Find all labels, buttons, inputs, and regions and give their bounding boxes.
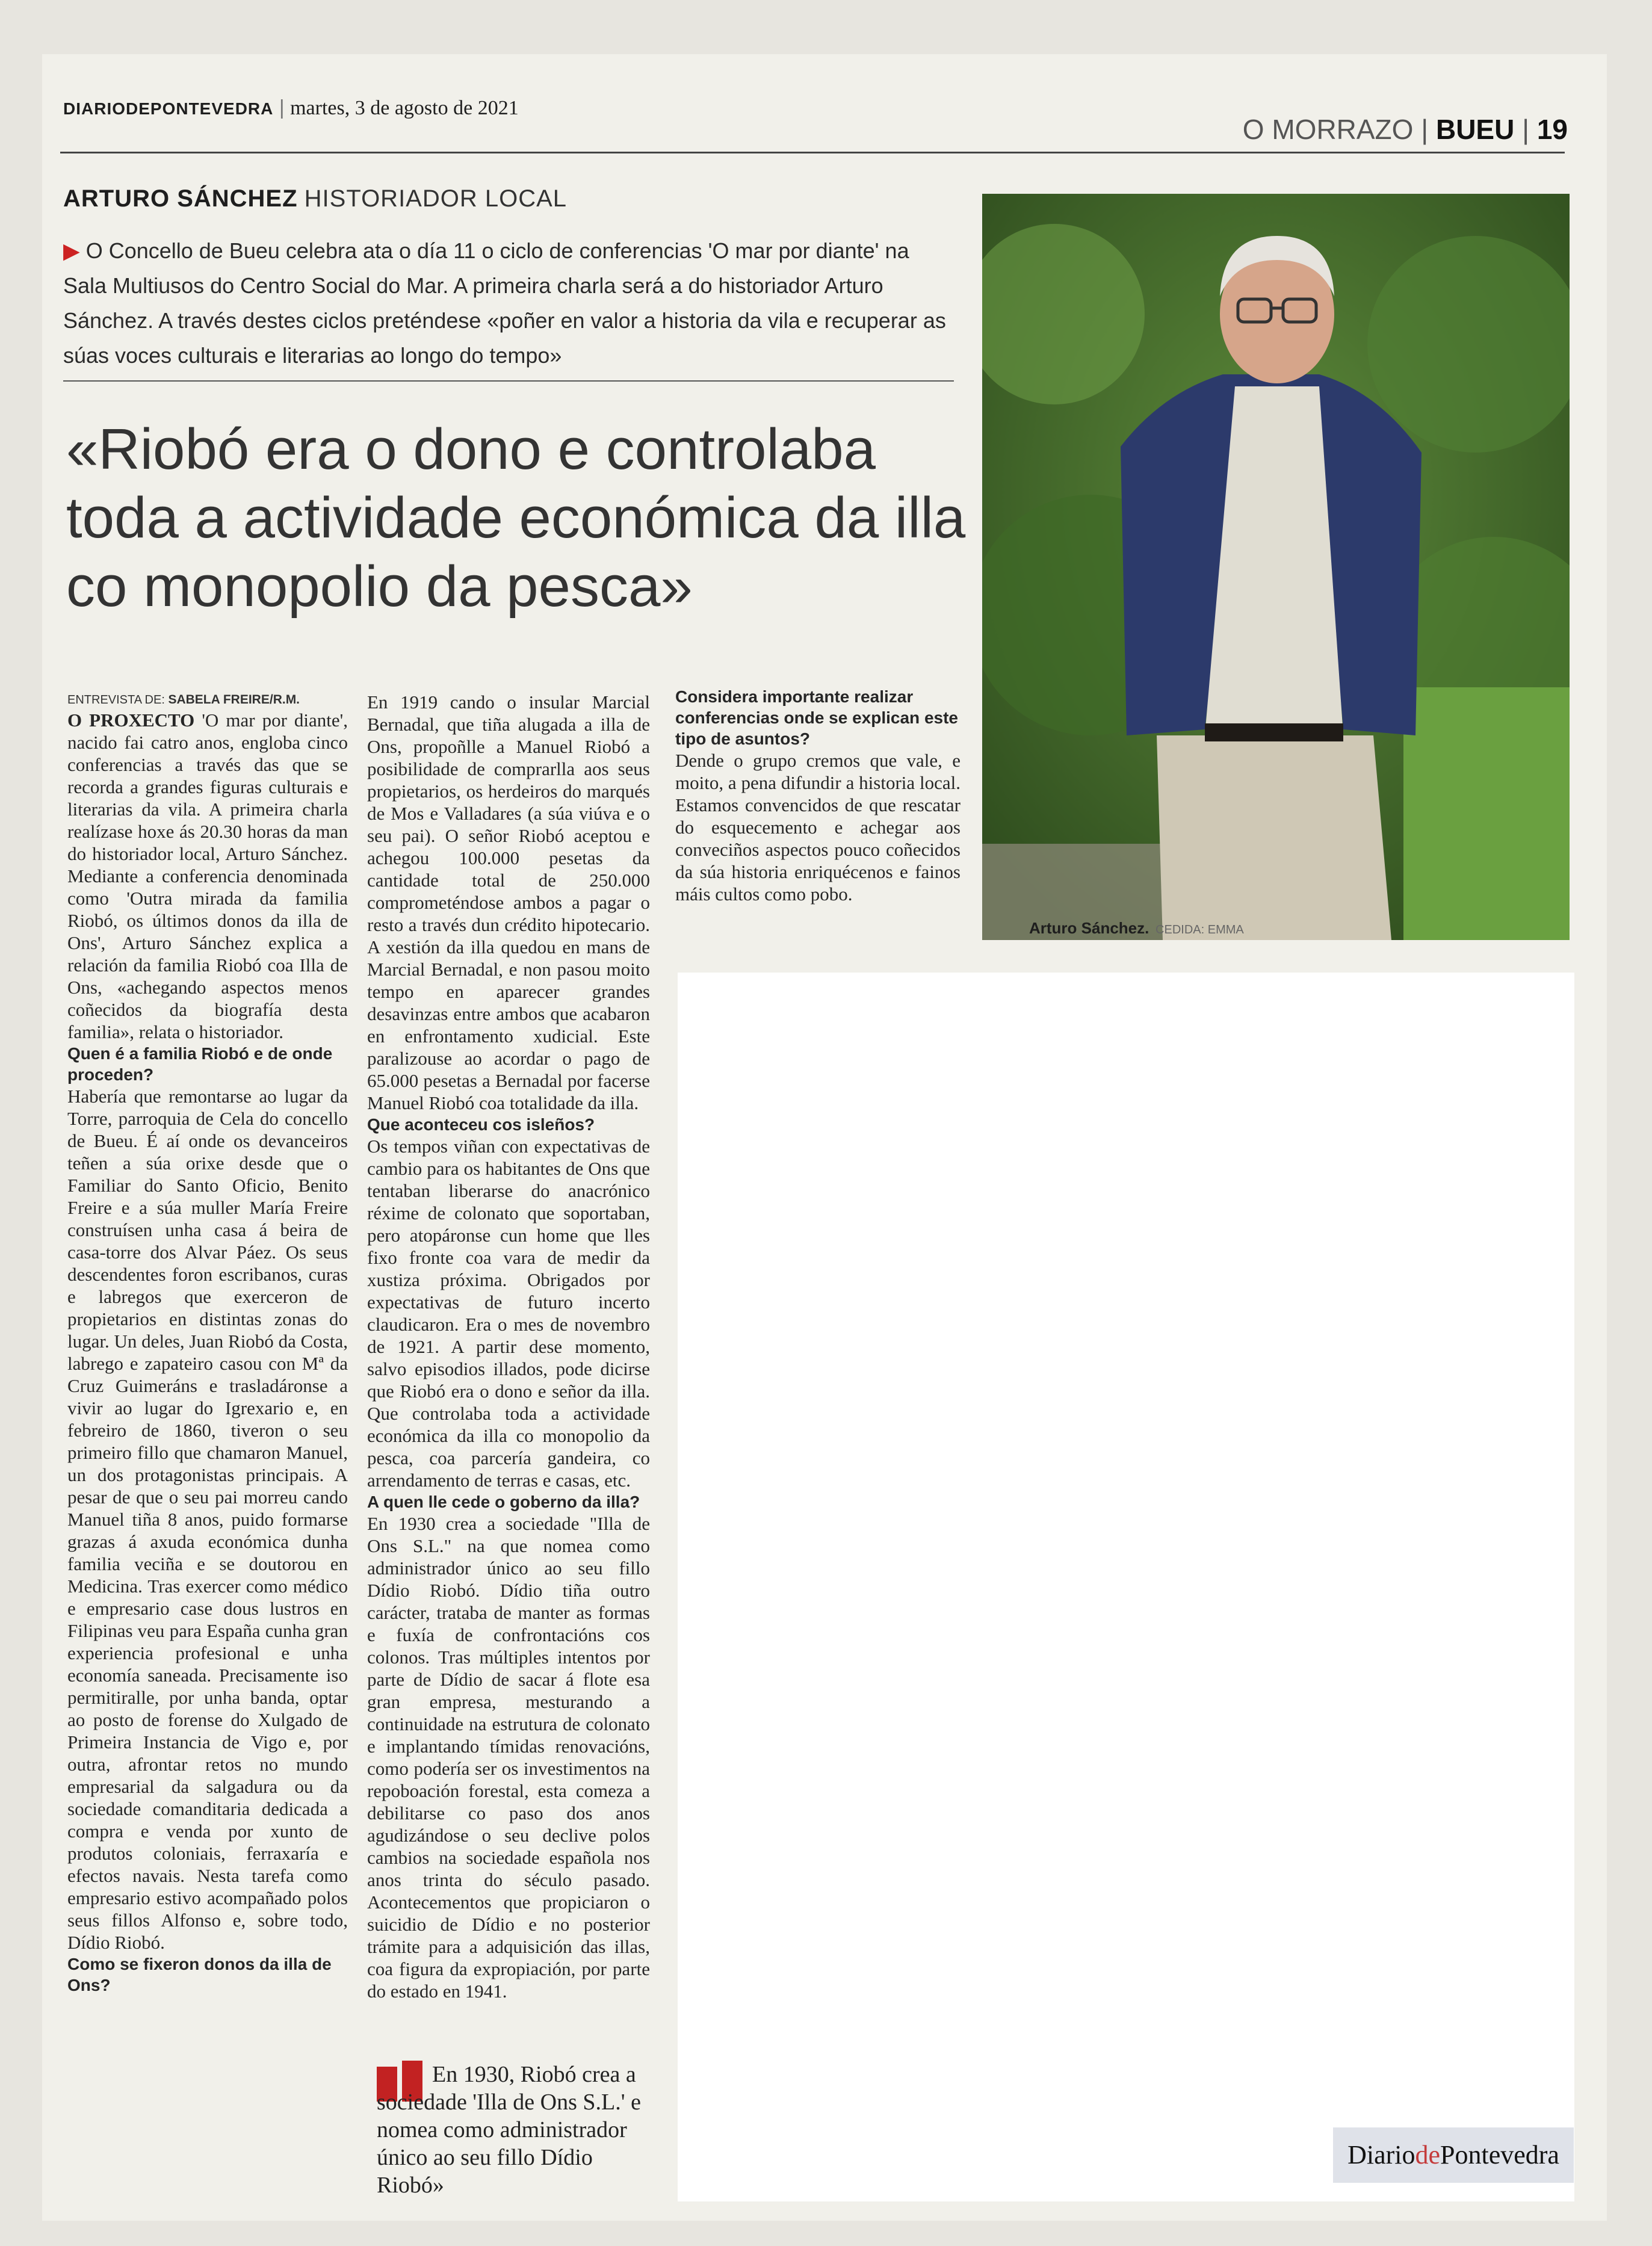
byline <box>67 691 348 709</box>
article-column-1 <box>67 691 348 1996</box>
page-number: 19 <box>1536 114 1568 145</box>
question-5: Considera importante realizar conferencias onde se explican este tipo de asuntos? <box>675 687 958 748</box>
footer-logo-diario: Diario <box>1347 2140 1415 2170</box>
caption-name: Arturo Sánchez. <box>1029 919 1149 937</box>
answer-1: Habería que remontarse ao lugar da Torre, parroquia de Cela do concello de Bueu. É aí onde os devanceiros teñen a súa orixe desde que o Familiar do Santo Oficio, Benito Freire e a súa muller María Freire construísen unha casa á beira de casa-torre dos Alvar Páez. Os seus descendentes foron escribanos, curas e labregos que exerceron de propietarios en distintas zonas do lugar. Un deles, Juan Riobó da Costa, labrego e zapateiro casou con Mª da Cruz Guimeráns e trasladáronse a vivir ao lugar do Igrexario e, en febreiro de 1860, tiveron o seu primeiro fillo que chamaron Manuel, un dos protagonistas principais. A pesar de que o seu pai morreu cando Manuel tiña 8 anos, puido formarse grazas á axuda económica dunha familia veciña e se doutorou en Medicina. Tras exercer como médico e empresario case dous lustros en Filipinas veu para España cunha gran experiencia profesional e unha economía saneada. Precisamente iso permitiralle, por unha banda, optar ao posto de forense do Xulgado de Primeira Instancia de Vigo e, por outra, afrontar retos no mundo empresarial da salgadura ou da sociedade comanditaria dedicada a compra e venda por xunto de produtos coloniais, ferraxaría e efectos navais. Nesta tarefa como empresario estivo acompañado polos seus fillos Alfonso e, sobre todo, Dídio Riobó. <box>67 1086 348 1953</box>
byline-label: ENTREVISTA DE: <box>67 693 165 707</box>
question-3: Que aconteceu cos isleños? <box>367 1115 595 1134</box>
section-name: O MORRAZO <box>1242 114 1414 145</box>
arrow-icon: ▶ <box>63 238 80 263</box>
portrait-photo <box>982 194 1570 940</box>
footer-logo <box>1333 2127 1574 2183</box>
answer-5: Dende o grupo cremos que vale, e moito, a pena difundir a historia local. Estamos convencidos de que rescatar do esquecemento e achegar aos conveciños aspectos pouco coñecidos da súa historia enriquécenos e fainos máis cultos como pobo. <box>675 750 961 905</box>
article-column-2 <box>367 691 650 2002</box>
pull-quote: En 1930, Riobó crea a sociedade 'Illa de Ons S.L.' e nomea como administrador único ao seu fillo Dídio Riobó» <box>377 2062 641 2198</box>
article-column-3 <box>675 686 961 905</box>
intro-text: 'O mar por diante', nacido fai catro anos, engloba cinco conferencias a través das que se recorda a grandes figuras culturais e literarias da vila. A primeira charla realízase hoxe ás 20.30 horas da man do historiador local, Arturo Sánchez. Mediante a conferencia denominada como 'Outra mirada da familia Riobó, os últimos donos da illa de Ons', Arturo Sánchez explica a relación da familia Riobó coa Illa de Ons, «achegando aspectos menos coñecidos da biografía desta familia», relata o historiador. <box>67 710 348 1042</box>
footer-logo-de: de <box>1415 2140 1440 2170</box>
intro-paragraph <box>67 709 348 1043</box>
blank-ad-area <box>678 973 1574 2201</box>
caption-credit: CEDIDA: EMMA <box>1155 923 1244 936</box>
question-2: Como se fixeron donos da illa de Ons? <box>67 1955 332 1994</box>
section-header: O MORRAZO | BUEU | 19 <box>1242 114 1568 145</box>
kicker-role: HISTORIADOR LOCAL <box>304 185 568 212</box>
masthead-date: martes, 3 de agosto de 2021 <box>290 97 519 119</box>
masthead: DIARIODEPONTEVEDRA | martes, 3 de agosto de 2021 <box>63 96 519 119</box>
footer-logo-pontevedra: Pontevedra <box>1440 2140 1559 2170</box>
question-4: A quen lle cede o goberno da illa? <box>367 1493 640 1511</box>
portrait-illustration <box>982 194 1570 940</box>
photo-caption <box>1029 919 1244 938</box>
masthead-divider <box>60 152 1565 153</box>
byline-author: SABELA FREIRE/R.M. <box>168 693 300 707</box>
answer-4: En 1930 crea a sociedade "Illa de Ons S.L." na que nomea como administrador único ao seu fillo Dídio Riobó. Dídio tiña outro carácter, trataba de manter as formas e fuxía de confrontacións cos colonos. Tras múltiples intentos por parte de Dídio de sacar á flote esa gran empresa, mesturando a continuidade na estrutura de colonato e implantando tímidas renovacións, como podería ser os investimentos na repoboación forestal, esta comeza a debilitarse co paso dos anos agudizándose o seu declive polos cambios na sociedade española nos anos trinta do século pasado. Acontecementos que propiciaron o suicidio de Dídio e no posterior trámite para a adquisición das illas, coa figura da expropiación, por parte do estado en 1941. <box>367 1513 650 2002</box>
intro-label: O PROXECTO <box>67 710 195 731</box>
answer-2: En 1919 cando o insular Marcial Bernadal, que tiña alugada a illa de Ons, propoñlle a Manuel Riobó a posibilidade de comprarlla aos seus propietarios, os herdeiros do marqués de Mos e Valladares (a súa viúva e o seu pai). O señor Riobó aceptou e achegou 100.000 pesetas da cantidade total de 250.000 comprometéndose ambos a pagar o resto a través dun crédito hipotecario. A xestión da illa quedou en mans de Marcial Bernadal, e non pasou moito tempo en aparecer grandes desavinzas entre ambos que acabaron en enfrontamento xudicial. Este paralizouse ao acordar o pago de 65.000 pesetas a Bernadal por facerse Manuel Riobó coa totalidade da illa. <box>367 691 650 1113</box>
kicker <box>63 185 567 212</box>
answer-3: Os tempos viñan con expectativas de cambio para os habitantes de Ons que tentaban liberarse do anacrónico réxime de colonato que soportaban, pero atopáronse cun home que lles fixo fronte coa vara de medir da xustiza próxima. Obrigados por expectativas de futuro incerto claudicaron. Era o mes de novembro de 1921. A partir dese momento, salvo episodios illados, pode dicirse que Riobó era o dono e señor da illa. Que controlaba toda a actividade económica da illa co monopolio da pesca, coa parcería gandeira, co arrendamento de terras e casas, etc. <box>367 1136 650 1491</box>
section-town: BUEU <box>1435 114 1515 145</box>
kicker-name: ARTURO SÁNCHEZ <box>63 185 298 212</box>
masthead-logo: DIARIODEPONTEVEDRA <box>63 99 274 118</box>
headline: «Riobó era o dono e controlaba toda a actividade económica da illa co monopolio da pesca» <box>66 417 966 619</box>
lead-text: O Concello de Bueu celebra ata o día 11 o ciclo de conferencias 'O mar por diante' na Sala Multiusos do Centro Social do Mar. A primeira charla será a do historiador Arturo Sánchez. A través destes ciclos preténdese «poñer en valor a historia da vila e recuperar as súas voces culturais e literarias ao longo do tempo» <box>63 238 946 368</box>
lead-paragraph <box>63 234 948 373</box>
lead-divider <box>63 380 954 382</box>
question-1: Quen é a familia Riobó e de onde proceden? <box>67 1044 333 1084</box>
